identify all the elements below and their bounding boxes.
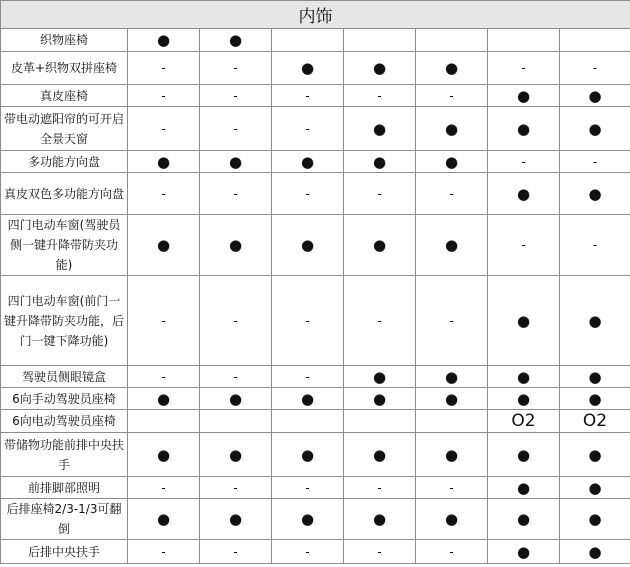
standard-dot: ● — [560, 477, 630, 499]
standard-dot: ● — [344, 388, 416, 410]
row-label: 四门电动车窗(前门一键升降带防夹功能，后门一键下降功能) — [1, 276, 128, 366]
standard-dot: ● — [344, 151, 416, 173]
standard-dot: ● — [416, 151, 488, 173]
standard-dot: ● — [416, 499, 488, 540]
empty-cell — [344, 29, 416, 52]
standard-dot: ● — [488, 276, 560, 366]
table-row — [1, 215, 630, 276]
standard-dot: ● — [416, 52, 488, 85]
standard-dot: ● — [128, 499, 200, 540]
standard-dot: ● — [488, 433, 560, 477]
empty-cell — [200, 410, 272, 433]
not-available-dash: - — [560, 215, 630, 276]
standard-dot: ● — [560, 388, 630, 410]
standard-dot: ● — [488, 85, 560, 107]
title-row — [1, 1, 630, 29]
not-available-dash: - — [272, 173, 344, 215]
standard-dot: ● — [272, 433, 344, 477]
option-marker: O2 — [560, 410, 630, 433]
not-available-dash: - — [272, 276, 344, 366]
standard-dot: ● — [488, 499, 560, 540]
standard-dot: ● — [416, 388, 488, 410]
standard-dot: ● — [272, 151, 344, 173]
empty-cell — [272, 410, 344, 433]
not-available-dash: - — [272, 477, 344, 499]
standard-dot: ● — [488, 173, 560, 215]
not-available-dash: - — [200, 477, 272, 499]
not-available-dash: - — [272, 366, 344, 388]
table-row — [1, 388, 630, 410]
standard-dot: ● — [488, 366, 560, 388]
not-available-dash: - — [200, 173, 272, 215]
standard-dot: ● — [560, 276, 630, 366]
standard-dot: ● — [128, 433, 200, 477]
standard-dot: ● — [128, 388, 200, 410]
not-available-dash: - — [128, 540, 200, 564]
not-available-dash: - — [200, 366, 272, 388]
table-row — [1, 151, 630, 173]
empty-cell — [488, 29, 560, 52]
standard-dot: ● — [344, 215, 416, 276]
row-label: 驾驶员侧眼镜盒 — [1, 366, 128, 388]
standard-dot: ● — [560, 366, 630, 388]
not-available-dash: - — [344, 85, 416, 107]
not-available-dash: - — [200, 107, 272, 151]
standard-dot: ● — [560, 107, 630, 151]
standard-dot: ● — [416, 433, 488, 477]
not-available-dash: - — [416, 477, 488, 499]
standard-dot: ● — [200, 499, 272, 540]
not-available-dash: - — [344, 173, 416, 215]
table-body — [1, 29, 630, 564]
standard-dot: ● — [488, 107, 560, 151]
standard-dot: ● — [560, 499, 630, 540]
row-label: 6向手动驾驶员座椅 — [1, 388, 128, 410]
not-available-dash: - — [488, 52, 560, 85]
standard-dot: ● — [344, 433, 416, 477]
standard-dot: ● — [560, 540, 630, 564]
row-label: 多功能方向盘 — [1, 151, 128, 173]
standard-dot: ● — [344, 107, 416, 151]
not-available-dash: - — [200, 52, 272, 85]
table-row — [1, 276, 630, 366]
not-available-dash: - — [416, 173, 488, 215]
empty-cell — [416, 29, 488, 52]
standard-dot: ● — [272, 52, 344, 85]
standard-dot: ● — [560, 85, 630, 107]
table-row — [1, 477, 630, 499]
standard-dot: ● — [344, 366, 416, 388]
not-available-dash: - — [272, 107, 344, 151]
table-row — [1, 540, 630, 564]
table-row — [1, 107, 630, 151]
table-row — [1, 499, 630, 540]
not-available-dash: - — [128, 366, 200, 388]
not-available-dash: - — [416, 540, 488, 564]
row-label: 后排座椅2/3-1/3可翻倒 — [1, 499, 128, 540]
not-available-dash: - — [128, 173, 200, 215]
standard-dot: ● — [344, 499, 416, 540]
not-available-dash: - — [128, 276, 200, 366]
not-available-dash: - — [560, 52, 630, 85]
standard-dot: ● — [128, 29, 200, 52]
standard-dot: ● — [200, 29, 272, 52]
row-label: 织物座椅 — [1, 29, 128, 52]
standard-dot: ● — [272, 499, 344, 540]
empty-cell — [272, 29, 344, 52]
standard-dot: ● — [128, 215, 200, 276]
standard-dot: ● — [128, 151, 200, 173]
table-row — [1, 85, 630, 107]
standard-dot: ● — [560, 433, 630, 477]
not-available-dash: - — [488, 215, 560, 276]
empty-cell — [560, 29, 630, 52]
empty-cell — [128, 410, 200, 433]
table-row — [1, 29, 630, 52]
row-label: 后排中央扶手 — [1, 540, 128, 564]
standard-dot: ● — [488, 540, 560, 564]
not-available-dash: - — [128, 477, 200, 499]
not-available-dash: - — [128, 107, 200, 151]
table-row — [1, 173, 630, 215]
empty-cell — [416, 410, 488, 433]
row-label: 带电动遮阳帘的可开启全景天窗 — [1, 107, 128, 151]
standard-dot: ● — [272, 215, 344, 276]
not-available-dash: - — [272, 540, 344, 564]
not-available-dash: - — [488, 151, 560, 173]
not-available-dash: - — [200, 85, 272, 107]
not-available-dash: - — [272, 85, 344, 107]
standard-dot: ● — [416, 366, 488, 388]
option-marker: O2 — [488, 410, 560, 433]
not-available-dash: - — [344, 540, 416, 564]
not-available-dash: - — [128, 85, 200, 107]
not-available-dash: - — [416, 85, 488, 107]
standard-dot: ● — [488, 388, 560, 410]
not-available-dash: - — [560, 151, 630, 173]
not-available-dash: - — [344, 276, 416, 366]
standard-dot: ● — [272, 388, 344, 410]
standard-dot: ● — [344, 52, 416, 85]
standard-dot: ● — [200, 151, 272, 173]
standard-dot: ● — [416, 215, 488, 276]
standard-dot: ● — [560, 173, 630, 215]
table-row — [1, 52, 630, 85]
row-label: 真皮双色多功能方向盘 — [1, 173, 128, 215]
standard-dot: ● — [416, 107, 488, 151]
table-row — [1, 366, 630, 388]
row-label: 真皮座椅 — [1, 85, 128, 107]
not-available-dash: - — [416, 276, 488, 366]
not-available-dash: - — [128, 52, 200, 85]
table-row — [1, 410, 630, 433]
standard-dot: ● — [200, 215, 272, 276]
row-label: 四门电动车窗(驾驶员侧一键升降带防夹功能) — [1, 215, 128, 276]
not-available-dash: - — [344, 477, 416, 499]
standard-dot: ● — [200, 388, 272, 410]
not-available-dash: - — [200, 540, 272, 564]
table-row — [1, 433, 630, 477]
not-available-dash: - — [200, 276, 272, 366]
row-label: 带储物功能前排中央扶手 — [1, 433, 128, 477]
standard-dot: ● — [488, 477, 560, 499]
row-label: 皮革+织物双拼座椅 — [1, 52, 128, 85]
empty-cell — [344, 410, 416, 433]
standard-dot: ● — [200, 433, 272, 477]
table-title: 内饰 — [1, 1, 630, 29]
row-label: 6向电动驾驶员座椅 — [1, 410, 128, 433]
row-label: 前排脚部照明 — [1, 477, 128, 499]
